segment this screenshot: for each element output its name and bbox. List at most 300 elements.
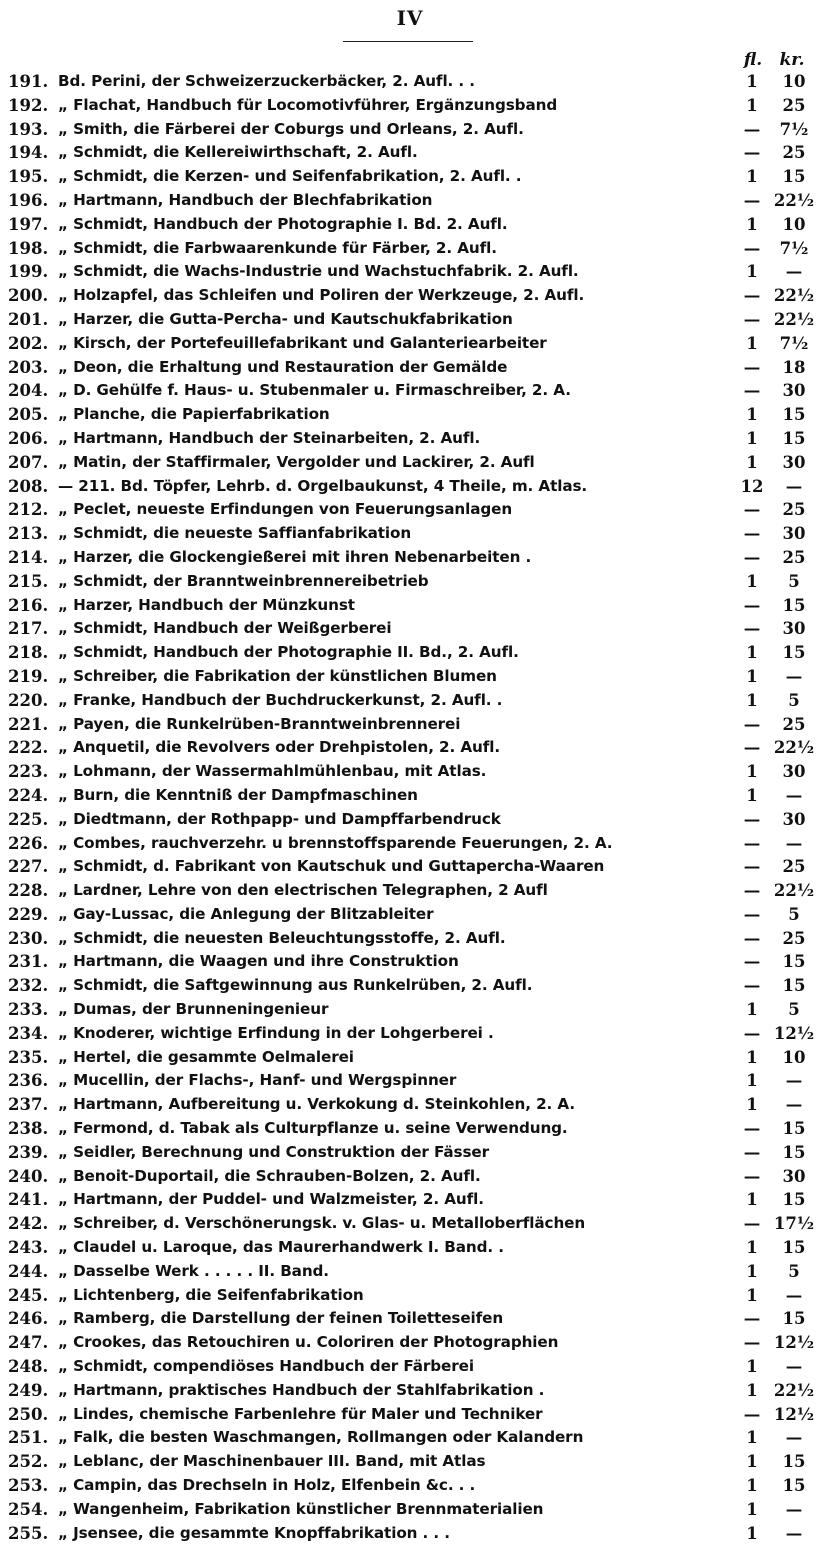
entry-number: 251. (8, 1428, 49, 1448)
entry-title: „ Schmidt, Handbuch der Photographie II. Bd., 2. Aufl. (58, 643, 519, 662)
entry-price-kr: 22½ (773, 881, 815, 901)
catalog-entry (8, 1522, 816, 1545)
entry-price-kr: 7½ (779, 333, 809, 353)
entry-number: 197. (8, 214, 49, 234)
catalog-entry (8, 1426, 816, 1450)
entry-price-fl: 1 (746, 405, 758, 425)
entry-price-fl: — (743, 238, 761, 258)
entry-price-fl: — (743, 833, 761, 853)
entry-title: „ Lindes, chemische Farbenlehre für Maler und Techniker (58, 1404, 543, 1423)
entry-number: 245. (8, 1285, 49, 1305)
entry-price-kr: 15 (782, 976, 806, 996)
entry-number: 207. (8, 452, 49, 472)
entry-number: 195. (8, 167, 49, 187)
entry-title: „ Franke, Handbuch der Buchdruckerkunst, 2. Aufl. . (58, 690, 503, 709)
entry-price-kr: 25 (782, 143, 806, 163)
entry-number: 214. (8, 547, 49, 567)
entry-price-fl: 1 (746, 214, 758, 234)
entry-title: „ Hartmann, die Waagen und ihre Construktion (58, 952, 459, 971)
entry-price-fl: 1 (746, 1071, 758, 1091)
entry-number: 219. (8, 666, 49, 686)
entry-price-kr: 5 (788, 571, 800, 591)
entry-number: 199. (8, 262, 49, 282)
entry-price-fl: — (743, 595, 761, 615)
entry-number: 231. (8, 952, 49, 972)
entry-price-fl: 1 (746, 1499, 758, 1519)
entry-price-kr: 15 (782, 1309, 806, 1329)
entry-number: 220. (8, 690, 49, 710)
entry-price-kr: 22½ (773, 738, 815, 758)
entry-price-kr: 12½ (773, 1404, 815, 1424)
entry-price-fl: 1 (746, 1238, 758, 1258)
entry-price-fl: — (743, 857, 761, 877)
entry-price-kr: — (785, 1357, 803, 1377)
entry-price-kr: 10 (782, 1047, 806, 1067)
entry-number: 213. (8, 524, 49, 544)
entry-title: „ Mucellin, der Flachs-, Hanf- und Wergspinner (58, 1071, 457, 1090)
entry-price-kr: — (785, 1095, 803, 1115)
entry-price-kr: 15 (782, 952, 806, 972)
entry-number: 242. (8, 1214, 49, 1234)
catalog-entry (8, 260, 816, 284)
entry-title: „ Leblanc, der Maschinenbauer III. Band, mit Atlas (58, 1452, 486, 1471)
entry-price-fl: 1 (746, 1380, 758, 1400)
entry-price-fl: — (743, 119, 761, 139)
entry-price-kr: 25 (782, 857, 806, 877)
entry-price-fl: 1 (746, 95, 758, 115)
entry-number: 218. (8, 643, 49, 663)
entry-number: 221. (8, 714, 49, 734)
entry-price-fl: — (743, 1023, 761, 1043)
entry-number: 244. (8, 1261, 49, 1281)
entry-title: „ Diedtmann, der Rothpapp- und Dampffarbendruck (58, 809, 501, 828)
catalog-entry (8, 1022, 816, 1046)
entry-number: 250. (8, 1404, 49, 1424)
entry-title: „ Harzer, die Gutta-Percha- und Kautschukfabrikation (58, 309, 513, 328)
entry-title: „ Schmidt, die Kerzen- und Seifenfabrikation, 2. Aufl. . (58, 167, 522, 186)
entry-number: 198. (8, 238, 49, 258)
catalog-entry (8, 1498, 816, 1522)
entry-price-kr: 10 (782, 72, 806, 91)
entry-price-fl: 1 (746, 1047, 758, 1067)
entry-number: 235. (8, 1047, 49, 1067)
catalog-entry (8, 356, 816, 380)
entry-number: 227. (8, 857, 49, 877)
entry-price-fl: — (743, 357, 761, 377)
entry-number: 228. (8, 881, 49, 901)
entry-price-fl: — (743, 809, 761, 829)
entry-price-fl: — (743, 524, 761, 544)
entry-price-kr: 15 (782, 405, 806, 425)
catalog-entry (8, 1331, 816, 1355)
entry-price-kr: 17½ (773, 1214, 815, 1234)
entry-price-kr: 22½ (773, 286, 815, 306)
entry-price-kr: 15 (782, 167, 806, 187)
entry-number: 202. (8, 333, 49, 353)
entry-number: 223. (8, 762, 49, 782)
entry-price-kr: 7½ (779, 238, 809, 258)
entry-price-fl: — (743, 904, 761, 924)
catalog-entry (8, 879, 816, 903)
entry-number: 248. (8, 1357, 49, 1377)
catalog-entry (8, 451, 816, 475)
entry-title: „ Lardner, Lehre von den electrischen Telegraphen, 2 Aufl (58, 881, 548, 900)
entry-number: 237. (8, 1095, 49, 1115)
entry-number: 225. (8, 809, 49, 829)
entry-title: „ Claudel u. Laroque, das Maurerhandwerk I. Band. . (58, 1238, 504, 1257)
catalog-entry (8, 165, 816, 189)
entry-price-fl: — (743, 286, 761, 306)
entry-price-kr: 5 (788, 1000, 800, 1020)
entry-title: „ Hartmann, Handbuch der Blechfabrikation (58, 190, 433, 209)
entry-price-kr: — (785, 785, 803, 805)
column-header-kr: kr. (779, 50, 805, 70)
entry-price-fl: — (743, 1119, 761, 1139)
entry-title: „ Crookes, das Retouchiren u. Coloriren der Photographien (58, 1333, 559, 1352)
entry-title: „ Matin, der Staffirmaler, Vergolder und Lackirer, 2. Aufl (58, 452, 535, 471)
entry-price-fl: — (743, 1214, 761, 1234)
entry-price-fl: 1 (746, 785, 758, 805)
catalog-entry (8, 213, 816, 237)
entry-title: „ Wangenheim, Fabrikation künstlicher Brennmaterialien (58, 1499, 544, 1518)
entry-price-kr: 5 (788, 690, 800, 710)
catalog-entry (8, 641, 816, 665)
entry-number: 191. (8, 72, 49, 91)
entry-title: „ Schmidt, die Farbwaarenkunde für Färber, 2. Aufl. (58, 238, 497, 257)
entry-price-kr: 15 (782, 1452, 806, 1472)
entry-title: „ Schmidt, compendiöses Handbuch der Färberei (58, 1357, 474, 1376)
entry-price-kr: 15 (782, 1238, 806, 1258)
entry-price-kr: 30 (782, 762, 806, 782)
entry-number: 239. (8, 1142, 49, 1162)
entry-price-fl: 1 (746, 666, 758, 686)
entry-price-fl: — (743, 309, 761, 329)
catalog-entry (8, 570, 816, 594)
entry-title: „ Schmidt, die Kellereiwirthschaft, 2. Aufl. (58, 143, 418, 162)
entry-title: „ Benoit-Duportail, die Schrauben-Bolzen, 2. Aufl. (58, 1166, 481, 1185)
entry-price-kr: 18 (782, 357, 806, 377)
entry-title: „ Anquetil, die Revolvers oder Drehpistolen, 2. Aufl. (58, 738, 501, 757)
entry-title: „ Planche, die Papierfabrikation (58, 405, 330, 424)
column-header-fl: fl. (743, 50, 763, 70)
catalog-entry (8, 1260, 816, 1284)
entry-title: „ Schreiber, die Fabrikation der künstlichen Blumen (58, 666, 497, 685)
catalog-entry (8, 713, 816, 737)
catalog-entry (8, 974, 816, 998)
entry-price-fl: — (743, 952, 761, 972)
entry-title: „ Hartmann, Aufbereitung u. Verkokung d. Steinkohlen, 2. A. (58, 1095, 576, 1114)
entry-price-fl: — (743, 381, 761, 401)
entry-number: 238. (8, 1119, 49, 1139)
entry-title: „ Falk, die besten Waschmangen, Rollmangen oder Kalandern (58, 1428, 584, 1447)
entry-title: „ Schmidt, die Wachs-Industrie und Wachstuchfabrik. 2. Aufl. (58, 262, 579, 281)
entry-price-kr: 30 (782, 1166, 806, 1186)
entry-price-fl: — (743, 881, 761, 901)
entry-number: 216. (8, 595, 49, 615)
entry-title: „ Schmidt, die neuesten Beleuchtungsstoffe, 2. Aufl. (58, 928, 506, 947)
entry-price-fl: 1 (746, 1428, 758, 1448)
catalog-entry (8, 308, 816, 332)
entry-price-kr: — (785, 666, 803, 686)
catalog-entry (8, 1188, 816, 1212)
entry-price-fl: — (743, 500, 761, 520)
entry-number: 247. (8, 1333, 49, 1353)
entry-price-fl: — (743, 1166, 761, 1186)
entry-number: 208. (8, 476, 49, 496)
entry-number: 253. (8, 1476, 49, 1496)
entry-title: „ Schmidt, die Saftgewinnung aus Runkelrüben, 2. Aufl. (58, 976, 533, 995)
entry-number: 233. (8, 1000, 49, 1020)
entry-price-fl: 1 (746, 1476, 758, 1496)
entry-title: „ Schreiber, d. Verschönerungsk. v. Glas- u. Metalloberflächen (58, 1214, 586, 1233)
entry-title: „ Schmidt, Handbuch der Photographie I. Bd. 2. Aufl. (58, 214, 508, 233)
entry-title: „ Holzapfel, das Schleifen und Poliren der Werkzeuge, 2. Aufl. (58, 286, 585, 305)
entry-price-kr: 25 (782, 928, 806, 948)
entry-number: 212. (8, 500, 49, 520)
page-number: IV (396, 6, 424, 30)
catalog-entry (8, 237, 816, 261)
entry-title: „ Deon, die Erhaltung und Restauration der Gemälde (58, 357, 508, 376)
entry-title: „ Hartmann, Handbuch der Steinarbeiten, 2. Aufl. (58, 428, 481, 447)
entry-price-kr: 30 (782, 452, 806, 472)
entry-title: „ Campin, das Drechseln in Holz, Elfenbein &c. . . (58, 1476, 476, 1495)
entry-price-fl: 1 (746, 1357, 758, 1377)
entry-price-fl: 12 (740, 476, 764, 496)
entry-price-kr: — (785, 1428, 803, 1448)
catalog-entry (8, 403, 816, 427)
catalog-entry (8, 498, 816, 522)
entry-title: „ Hartmann, der Puddel- und Walzmeister, 2. Aufl. (58, 1190, 484, 1209)
entry-price-kr: 15 (782, 1190, 806, 1210)
entry-price-kr: 25 (782, 95, 806, 115)
entry-price-kr: 22½ (773, 1380, 815, 1400)
entry-number: 217. (8, 619, 49, 639)
entry-title: „ Peclet, neueste Erfindungen von Feuerungsanlagen (58, 500, 513, 519)
catalog-entry (8, 1379, 816, 1403)
catalog-entry (8, 855, 816, 879)
entry-title: „ Gay-Lussac, die Anlegung der Blitzableiter (58, 904, 434, 923)
entry-title: „ Schmidt, die neueste Saffianfabrikation (58, 524, 412, 543)
entry-title: „ Flachat, Handbuch für Locomotivführer, Ergänzungsband (58, 95, 558, 114)
entry-price-fl: — (743, 928, 761, 948)
entry-price-kr: 5 (788, 1261, 800, 1281)
catalog-entry (8, 141, 816, 165)
catalog-entry (8, 998, 816, 1022)
entry-title: „ Fermond, d. Tabak als Culturpflanze u. seine Verwendung. (58, 1119, 568, 1138)
catalog-entry (8, 1212, 816, 1236)
catalog-entry (8, 546, 816, 570)
entry-price-fl: — (743, 143, 761, 163)
catalog-entry (8, 1165, 816, 1189)
entry-price-kr: 30 (782, 809, 806, 829)
entry-price-kr: 15 (782, 595, 806, 615)
entry-price-fl: — (743, 1142, 761, 1162)
entry-number: 236. (8, 1071, 49, 1091)
catalog-entry (8, 522, 816, 546)
catalog-entry (8, 379, 816, 403)
catalog-entry (8, 617, 816, 641)
entry-price-fl: 1 (746, 571, 758, 591)
entry-title: „ D. Gehülfe f. Haus- u. Stubenmaler u. Firmaschreiber, 2. A. (58, 381, 571, 400)
entry-title: „ Lohmann, der Wassermahlmühlenbau, mit Atlas. (58, 762, 487, 781)
entry-title: „ Combes, rauchverzehr. u brennstoffsparende Feuerungen, 2. A. (58, 833, 613, 852)
entry-title: „ Hartmann, praktisches Handbuch der Stahlfabrikation . (58, 1380, 545, 1399)
entry-number: 252. (8, 1452, 49, 1472)
catalog-entry (8, 1069, 816, 1093)
catalog-entry (8, 1474, 816, 1498)
catalog-entry (8, 903, 816, 927)
entry-title: „ Knoderer, wichtige Erfindung in der Lohgerberei . (58, 1023, 494, 1042)
catalog-entry (8, 950, 816, 974)
catalog-entry (8, 760, 816, 784)
entry-price-fl: — (743, 1309, 761, 1329)
entry-price-fl: 1 (746, 762, 758, 782)
entry-price-kr: — (785, 1499, 803, 1519)
catalog-entry (8, 1307, 816, 1331)
entry-price-fl: 1 (746, 1452, 758, 1472)
entry-number: 194. (8, 143, 49, 163)
catalog-entry (8, 332, 816, 356)
entry-price-kr: 30 (782, 619, 806, 639)
entry-number: 200. (8, 286, 49, 306)
entry-price-kr: 15 (782, 1142, 806, 1162)
catalog-entry (8, 808, 816, 832)
entry-number: 224. (8, 785, 49, 805)
entry-price-fl: — (743, 1404, 761, 1424)
entry-price-kr: 22½ (773, 309, 815, 329)
entry-title: „ Seidler, Berechnung und Construktion der Fässer (58, 1142, 490, 1161)
entry-number: 234. (8, 1023, 49, 1043)
entry-number: 230. (8, 928, 49, 948)
entry-number: 246. (8, 1309, 49, 1329)
entry-number: 215. (8, 571, 49, 591)
catalog-entry (8, 832, 816, 856)
entry-price-fl: — (743, 619, 761, 639)
entry-number: 203. (8, 357, 49, 377)
entry-number: 232. (8, 976, 49, 996)
entry-price-kr: 7½ (779, 119, 809, 139)
catalog-entry (8, 475, 816, 499)
catalog-entry (8, 594, 816, 618)
catalog-entry (8, 1450, 816, 1474)
catalog-entry (8, 1284, 816, 1308)
catalog-entry (8, 1141, 816, 1165)
entry-title: „ Burn, die Kenntniß der Dampfmaschinen (58, 785, 418, 804)
entry-price-kr: 12½ (773, 1023, 815, 1043)
entry-number: 243. (8, 1238, 49, 1258)
entry-price-fl: — (743, 714, 761, 734)
catalog-entry (8, 118, 816, 142)
entry-title: „ Schmidt, d. Fabrikant von Kautschuk und Guttapercha-Waaren (58, 857, 605, 876)
entry-price-kr: 22½ (773, 190, 815, 210)
entry-title: „ Dumas, der Brunneningenieur (58, 1000, 329, 1019)
catalog-entry (8, 189, 816, 213)
catalog-entry (8, 784, 816, 808)
entry-price-fl: 1 (746, 1261, 758, 1281)
entry-number: 240. (8, 1166, 49, 1186)
entry-title: „ Kirsch, der Portefeuillefabrikant und Galanteriearbeiter (58, 333, 547, 352)
entry-price-fl: — (743, 190, 761, 210)
entry-number: 254. (8, 1499, 49, 1519)
entry-price-kr: — (785, 1071, 803, 1091)
entry-price-fl: 1 (746, 167, 758, 187)
entry-price-kr: 25 (782, 714, 806, 734)
entry-number: 193. (8, 119, 49, 139)
entry-number: 229. (8, 904, 49, 924)
entry-title: — 211. Bd. Töpfer, Lehrb. d. Orgelbaukunst, 4 Theile, m. Atlas. (58, 476, 588, 495)
entry-price-kr: 25 (782, 547, 806, 567)
entry-price-fl: 1 (746, 1190, 758, 1210)
entry-price-kr: 12½ (773, 1333, 815, 1353)
entry-title: „ Smith, die Färberei der Coburgs und Orleans, 2. Aufl. (58, 119, 524, 138)
entry-title: „ Harzer, die Glockengießerei mit ihren Nebenarbeiten . (58, 547, 532, 566)
entry-title: Bd. Perini, der Schweizerzuckerbäcker, 2. Aufl. . . (58, 72, 475, 90)
catalog-entry (8, 1355, 816, 1379)
entry-price-kr: — (785, 476, 803, 496)
catalog-entry (8, 1046, 816, 1070)
catalog-entries (8, 70, 816, 1545)
catalog-entry (8, 665, 816, 689)
header-rule (343, 41, 473, 42)
entry-title: „ Lichtenberg, die Seifenfabrikation (58, 1285, 364, 1304)
catalog-entry (8, 689, 816, 713)
catalog-entry (8, 427, 816, 451)
entry-price-fl: — (743, 738, 761, 758)
entry-number: 222. (8, 738, 49, 758)
entry-number: 204. (8, 381, 49, 401)
catalog-entry (8, 1093, 816, 1117)
entry-price-fl: — (743, 1333, 761, 1353)
entry-number: 192. (8, 95, 49, 115)
catalog-entry (8, 736, 816, 760)
entry-title: „ Jsensee, die gesammte Knopffabrikation . . . (58, 1523, 450, 1542)
entry-number: 241. (8, 1190, 49, 1210)
entry-price-kr: 15 (782, 643, 806, 663)
entry-price-kr: 10 (782, 214, 806, 234)
entry-price-fl: — (743, 547, 761, 567)
entry-price-fl: 1 (746, 690, 758, 710)
entry-price-kr: 25 (782, 500, 806, 520)
entry-price-kr: — (785, 833, 803, 853)
entry-title: „ Hertel, die gesammte Oelmalerei (58, 1047, 354, 1066)
entry-title: „ Schmidt, der Branntweinbrennereibetrieb (58, 571, 429, 590)
entry-price-kr: — (785, 1523, 803, 1543)
entry-price-kr: — (785, 1285, 803, 1305)
entry-price-fl: — (743, 976, 761, 996)
entry-title: „ Dasselbe Werk . . . . . II. Band. (58, 1261, 329, 1280)
entry-number: 249. (8, 1380, 49, 1400)
entry-price-fl: 1 (746, 452, 758, 472)
entry-number: 206. (8, 428, 49, 448)
entry-price-kr: 30 (782, 524, 806, 544)
catalog-entry (8, 1403, 816, 1427)
entry-price-fl: 1 (746, 1285, 758, 1305)
entry-price-fl: 1 (746, 333, 758, 353)
entry-number: 226. (8, 833, 49, 853)
entry-price-fl: 1 (746, 262, 758, 282)
entry-price-fl: 1 (746, 428, 758, 448)
catalog-entry (8, 927, 816, 951)
entry-number: 255. (8, 1523, 49, 1543)
entry-title: „ Ramberg, die Darstellung der feinen Toiletteseifen (58, 1309, 504, 1328)
entry-price-kr: 15 (782, 1119, 806, 1139)
entry-number: 201. (8, 309, 49, 329)
entry-price-fl: 1 (746, 72, 758, 91)
entry-price-kr: 5 (788, 904, 800, 924)
entry-price-fl: 1 (746, 1095, 758, 1115)
catalog-entry (8, 94, 816, 118)
entry-price-fl: 1 (746, 1000, 758, 1020)
